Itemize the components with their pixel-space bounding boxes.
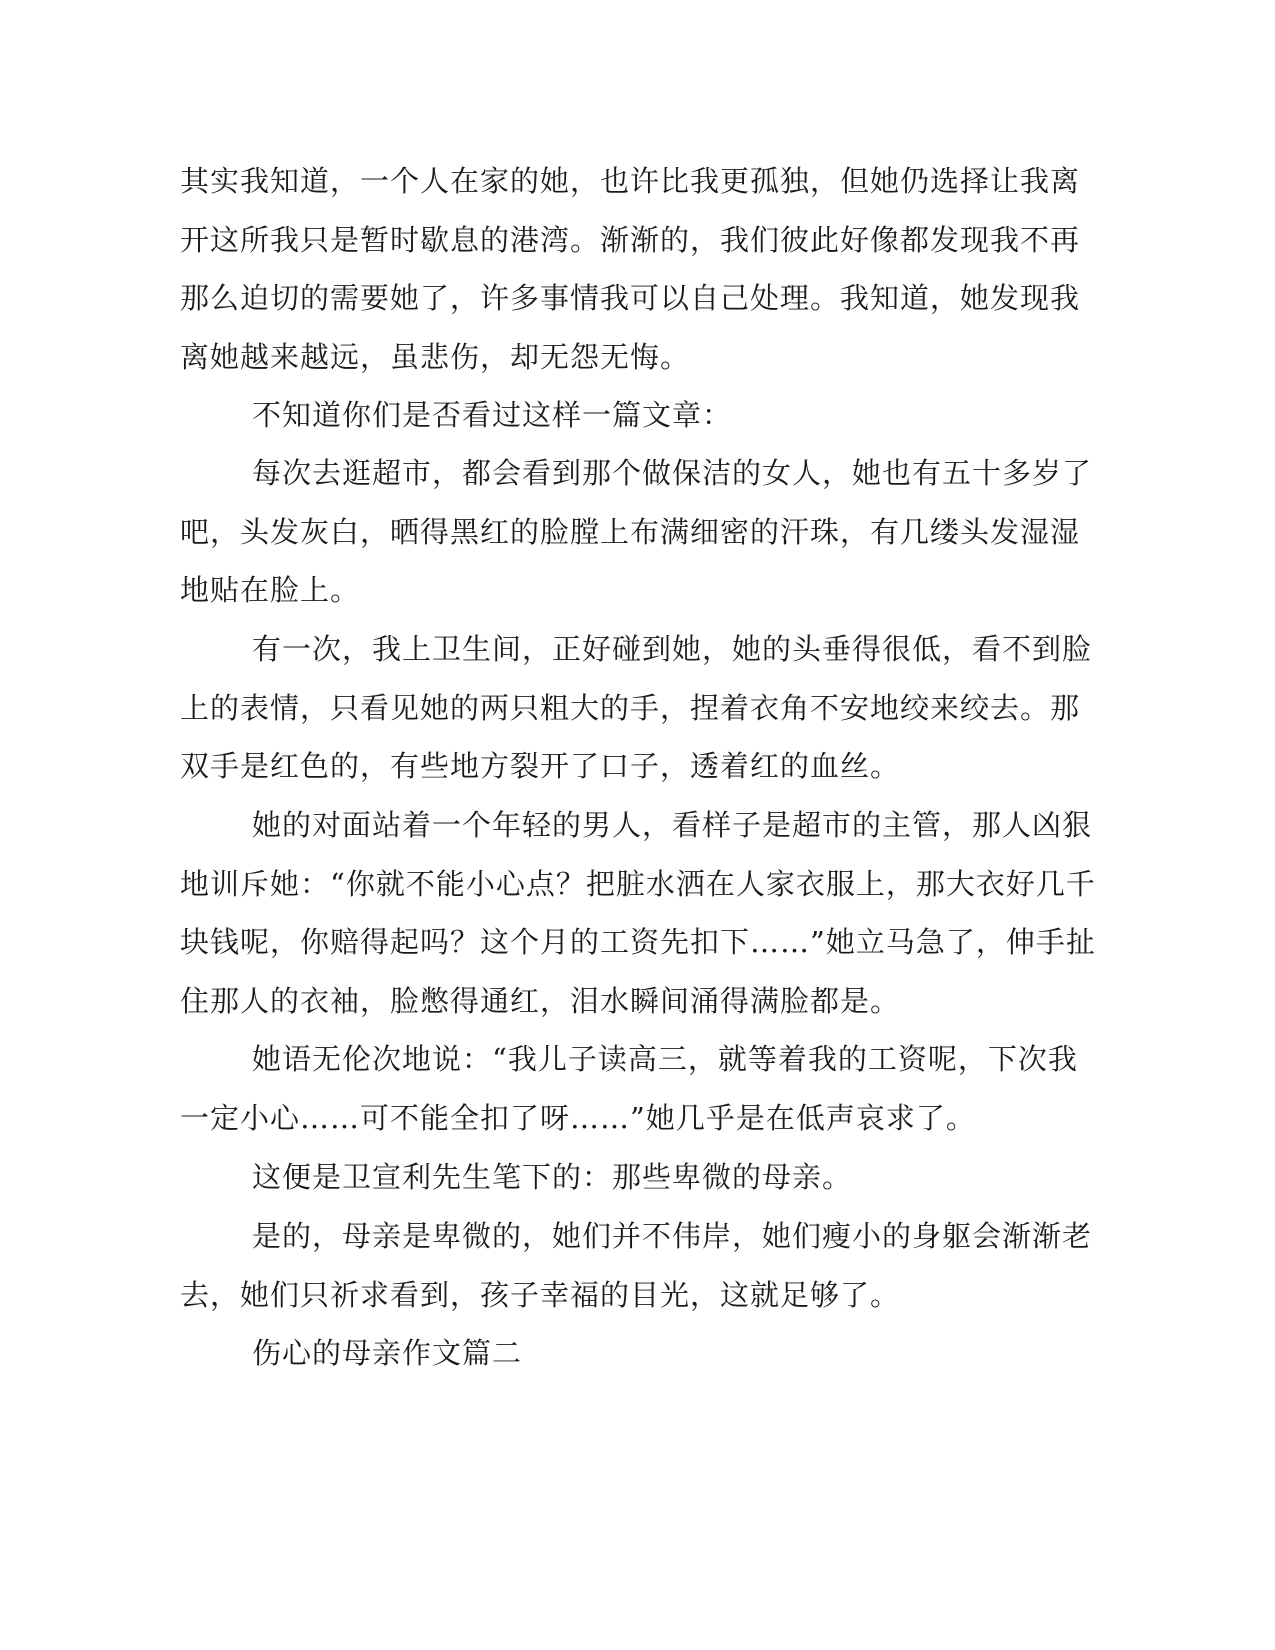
text-line: 离她越来越远，虽悲伤，却无怨无悔。	[180, 339, 691, 374]
text-line: 她的对面站着一个年轻的男人，看样子是超市的主管，那人凶狠	[252, 808, 1093, 842]
text-line: 其实我知道，一个人在家的她，也许比我更孤独，但她仍选择让我离	[180, 164, 1081, 198]
text-line: 一定小心……可不能全扣了呀……”她几乎是在低声哀求了。	[180, 1100, 976, 1135]
text-line: 上的表情，只看见她的两只粗大的手，捏着衣角不安地绞来绞去。那	[180, 690, 1081, 725]
paragraph-1	[180, 152, 1081, 386]
text-line: 有一次，我上卫生间，正好碰到她，她的头垂得很低，看不到脸	[252, 632, 1093, 666]
text-line: 块钱呢，你赔得起吗？这个月的工资先扣下……”她立马急了，伸手扯	[180, 925, 1096, 959]
paragraph-2	[180, 386, 1030, 445]
section-heading	[180, 1324, 1030, 1383]
text-line: 双手是红色的，有些地方裂开了口子，透着红的血丝。	[180, 749, 901, 783]
paragraph-5	[180, 796, 1096, 1030]
text-line: 吧，头发灰白，晒得黑红的脸膛上布满细密的汗珠，有几缕头发湿湿	[180, 514, 1081, 549]
text-line: 住那人的衣袖，脸憋得通红，泪水瞬间涌得满脸都是。	[180, 983, 901, 1018]
text-line: 那么迫切的需要她了，许多事情我可以自己处理。我知道，她发现我	[180, 281, 1081, 315]
text-line: 这便是卫宣利先生笔下的：那些卑微的母亲。	[252, 1160, 853, 1194]
paragraph-6	[180, 1030, 1078, 1147]
text-line: 去，她们只祈求看到，孩子幸福的目光，这就足够了。	[180, 1277, 901, 1312]
paragraph-7	[180, 1148, 1030, 1207]
paragraph-4	[180, 620, 1093, 796]
text-line: 是的，母亲是卑微的，她们并不伟岸，她们瘦小的身躯会渐渐老	[252, 1219, 1093, 1253]
text-line: 每次去逛超市，都会看到那个做保洁的女人，她也有五十多岁了	[252, 456, 1093, 490]
paragraph-8	[180, 1207, 1093, 1324]
text-line: 不知道你们是否看过这样一篇文章：	[252, 398, 733, 432]
text-line: 她语无伦次地说：“我儿子读高三，就等着我的工资呢，下次我	[252, 1042, 1078, 1076]
paragraph-3	[180, 444, 1093, 620]
text-line: 地训斥她：“你就不能小心点？把脏水洒在人家衣服上，那大衣好几千	[180, 866, 1096, 901]
text-line: 伤心的母亲作文篇二	[252, 1336, 523, 1370]
text-line: 开这所我只是暂时歇息的港湾。渐渐的，我们彼此好像都发现我不再	[180, 222, 1081, 257]
text-line: 地贴在脸上。	[180, 573, 361, 607]
